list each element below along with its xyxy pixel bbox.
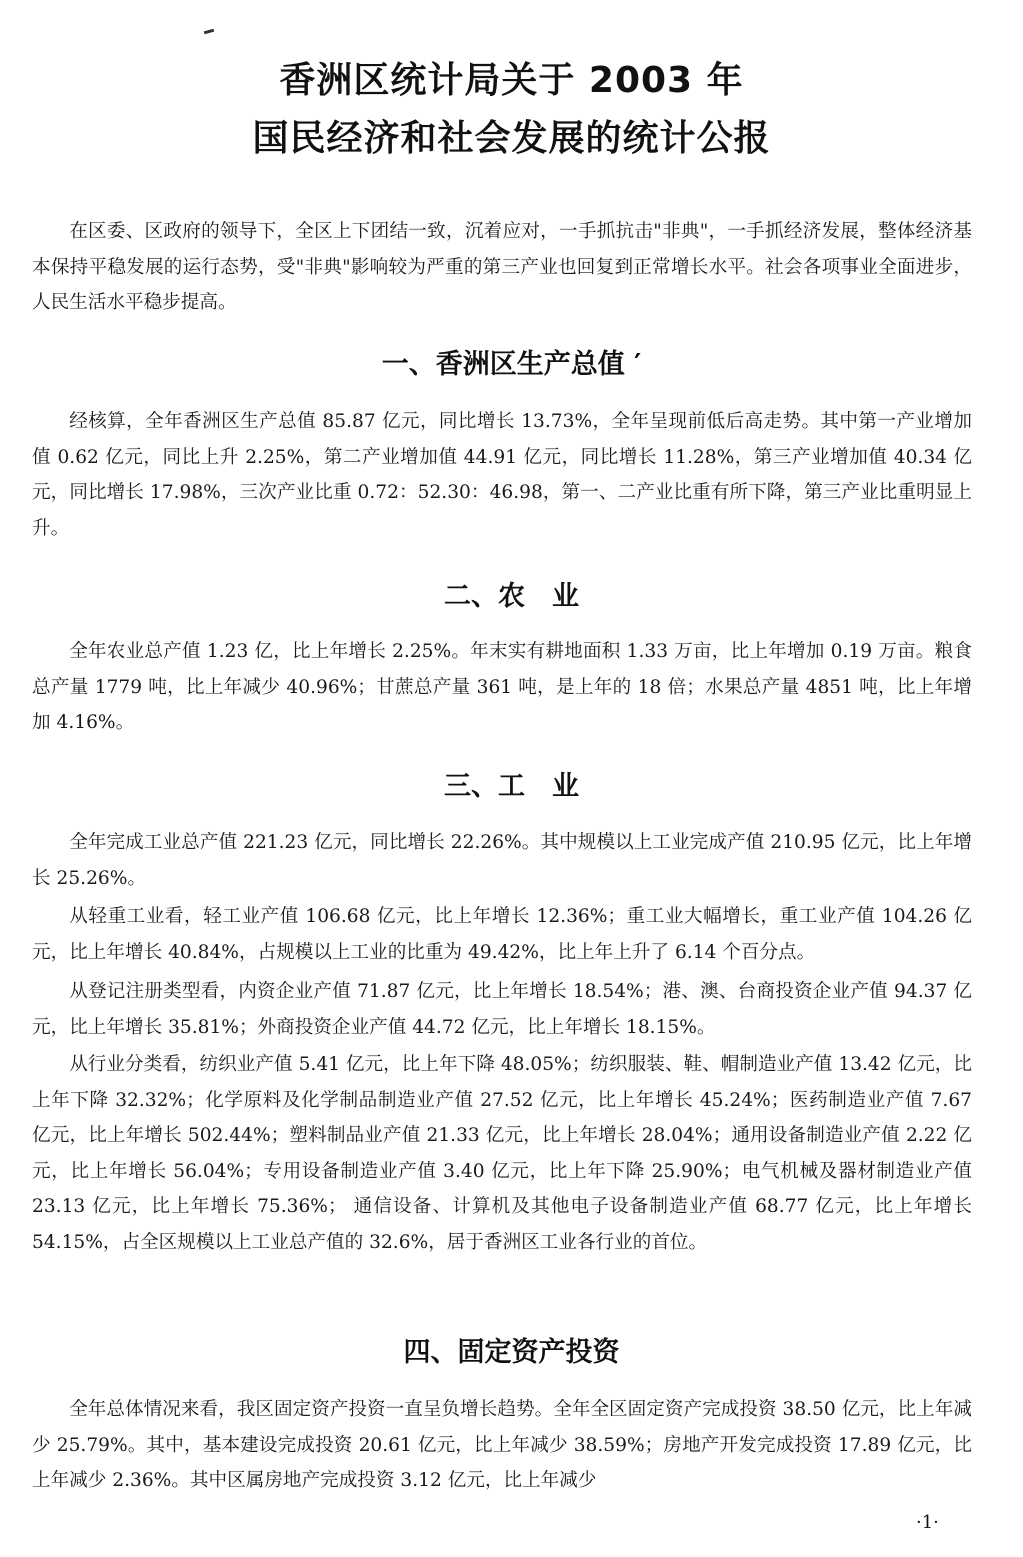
intro-paragraph: 在区委、区政府的领导下，全区上下团结一致，沉着应对，一手抓抗击"非典"，一手抓经济发展，整体经济基本保持平稳发展的运行态势，受"非典"影响较为严重的第三产业也回复到正常增长水平。社会各项事业全面进步，人民生活水平稳步提高。 (32, 221, 972, 314)
section-1-heading: 一、香洲区生产总值 ′ (381, 349, 642, 380)
section-4-heading: 四、固定资产投资 (403, 1337, 620, 1368)
section-3-paragraph-3: 从登记注册类型看，内资企业产值 71.87 亿元，比上年增长 18.54%；港、澳、台商投资企业产值 94.37 亿元，比上年增长 35.81%；外商投资企业产值 44.72 亿元，比上年增长 18.15%。 (32, 981, 972, 1038)
section-1-paragraph-1: 经核算，全年香洲区生产总值 85.87 亿元，同比增长 13.73%，全年呈现前低后高走势。其中第一产业增加值 0.62 亿元，同比上升 2.25%，第二产业增加值 44.91 亿元，同比增长 11.28%，第三产业增加值 40.34 亿元，同比增长 17.98%，三次产业比重 0.72：52.30：46.98，第一、二产业比重有所下降，第三产业比重明显上升。 (32, 411, 972, 539)
document-title-line-1: 香洲区统计局关于 2003 年 (279, 60, 744, 101)
section-3-heading: 三、工 业 (444, 771, 579, 802)
page-number: ·1· (916, 1512, 939, 1533)
section-2-paragraph-1: 全年农业总产值 1.23 亿，比上年增长 2.25%。年末实有耕地面积 1.33 万亩，比上年增加 0.19 万亩。粮食总产量 1779 吨，比上年减少 40.96%；甘蔗总产量 361 吨，是上年的 18 倍；水果总产量 4851 吨，比上年增加 4.16%。 (32, 641, 972, 734)
section-2-heading: 二、农 业 (444, 581, 579, 612)
section-3-paragraph-2: 从轻重工业看，轻工业产值 106.68 亿元，比上年增长 12.36%；重工业大幅增长，重工业产值 104.26 亿元，比上年增长 40.84%，占规模以上工业的比重为 49.42%，比上年上升了 6.14 个百分点。 (32, 906, 972, 963)
document-title-line-2: 国民经济和社会发展的统计公报 (252, 118, 771, 159)
section-3-paragraph-1: 全年完成工业总产值 221.23 亿元，同比增长 22.26%。其中规模以上工业完成产值 210.95 亿元，比上年增长 25.26%。 (32, 832, 972, 889)
section-4-paragraph-1: 全年总体情况来看，我区固定资产投资一直呈负增长趋势。全年全区固定资产完成投资 38.50 亿元，比上年减 少 25.79%。其中，基本建设完成投资 20.61 亿元，比上年减少 38.59%；房地产开发完成投资 17.89 亿元，比上年减少 2.36%。其中区属房地产完成投资 3.12 亿元，比上年减少 (32, 1399, 972, 1492)
scan-mark (204, 29, 214, 34)
section-3-paragraph-4: 从行业分类看，纺织业产值 5.41 亿元，比上年下降 48.05%；纺织服装、鞋、帽制造业产值 13.42 亿元，比上年下降 32.32%；化学原料及化学制品制造业产值 27.52 亿元，比上年增长 45.24%；医药制造业产值 7.67 亿元，比上年增长 502.44%；塑料制品业产值 21.33 亿元，比上年增长 28.04%；通用设备制造业产值 2.22 亿元，比上年增长 56.04%；专用设备制造业产值 3.40 亿元，比上年下降 25.90%；电气机械及器材制造业产值 23.13 亿元，比上年增长 75.36%； 通信设备、计算机及其他电子设备制造业产值 68.77 亿元，比上年增长 54.15%，占全区规模以上工业总产值的 32.6%，居于香洲区工业各行业的首位。 (32, 1054, 972, 1253)
